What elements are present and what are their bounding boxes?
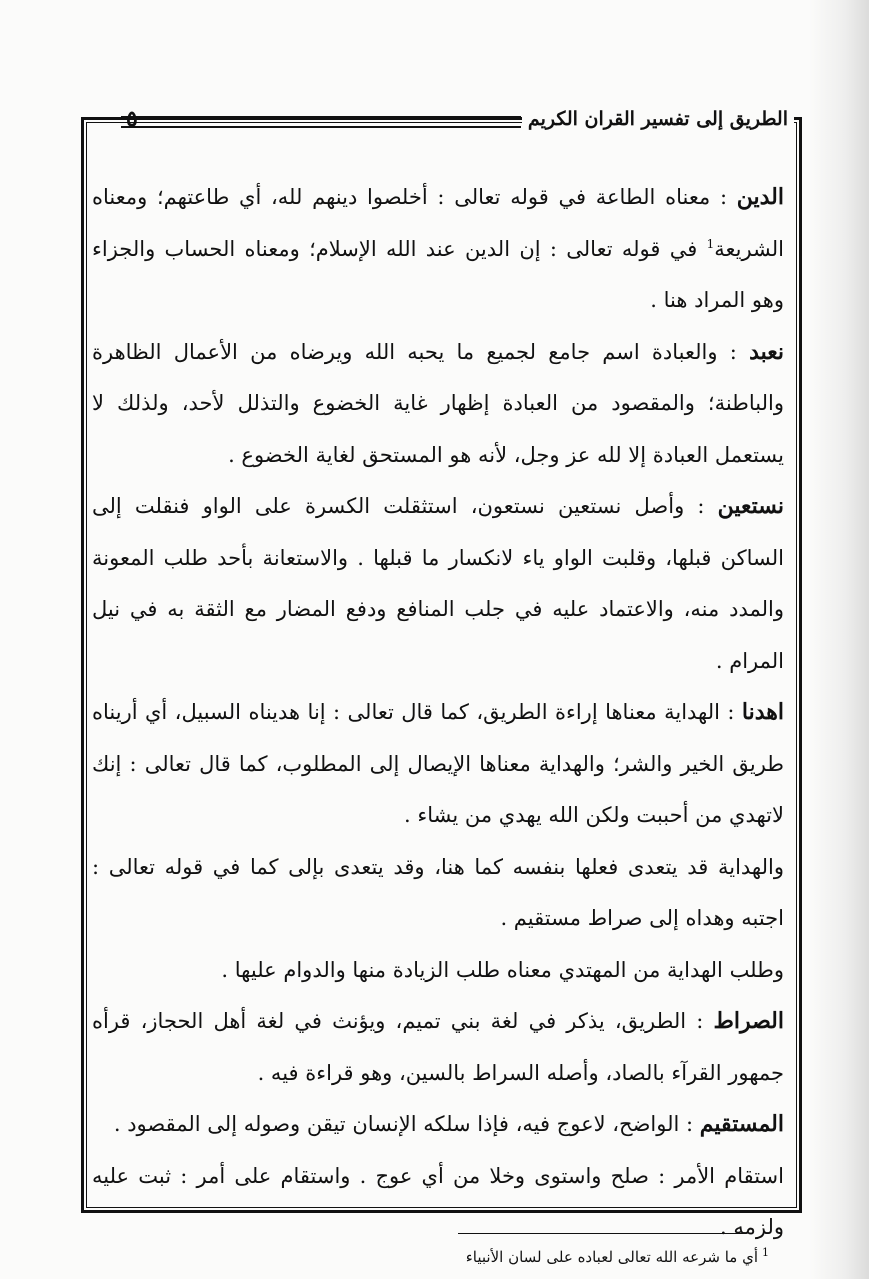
paragraph-text: : وأصل نستعين نستعون، استثقلت الكسرة على الواو فنقلت إلى الساكن قبلها، وقلبت الواو ياء لانكسار ما قبلها . والاستعانة بأحد طلب المعونة والمدد منه، والاعتماد عليه في جلب المنافع ودفع المضار مع الثقة به في نيل المرام .: [92, 494, 784, 673]
paragraph-hidaya-request: [92, 945, 784, 997]
paragraph-text: : معناه الطاعة في قوله تعالى : أخلصوا دينهم لله، أي طاعتهم؛ ومعناه الشريعة: [92, 185, 784, 261]
term-heading: الصراط: [713, 1008, 784, 1034]
page-number: ٥: [126, 106, 138, 132]
paragraph-naabud: [92, 327, 784, 482]
paragraph-text: : الطريق، يذكر في لغة بني تميم، ويؤنث في لغة أهل الحجاز، قرأه جمهور القرآء بالصاد، وأصله السراط بالسين، وهو قراءة فيه .: [92, 1009, 784, 1085]
term-heading: نعبد: [749, 338, 784, 365]
term-heading: الدين: [736, 184, 784, 210]
header-double-rule: [121, 116, 521, 128]
paragraph-mustaqeem: [92, 1099, 784, 1151]
term-heading: المستقيم: [699, 1111, 784, 1137]
page-body: [92, 172, 784, 1254]
paragraph-sirat: [92, 996, 784, 1099]
footnote-reference[interactable]: 1: [706, 236, 715, 251]
paragraph-text: وطلب الهداية من المهتدي معناه طلب الزيادة منها والدوام عليها .: [221, 957, 784, 982]
paragraph-text: استقام الأمر : صلح واستوى وخلا من أي عوج . واستقام على أمر : ثبت عليه ولزمه .: [92, 1163, 784, 1239]
paragraph-nastaeen: [92, 481, 784, 687]
running-header: [81, 100, 802, 136]
paragraph-text: : والعبادة اسم جامع لجميع ما يحبه الله ويرضاه من الأعمال الظاهرة والباطنة؛ والمقصود من العبادة إظهار غاية الخضوع والتذلل لأحد، ولذلك لا يستعمل العبادة إلا لله عز وجل، لأنه هو المستحق لغاية الخضوع .: [92, 339, 784, 467]
footnote-text: أي ما شرعه الله تعالى لعباده على لسان الأنبياء: [465, 1248, 758, 1266]
paragraph-hidaya-transitivity: [92, 842, 784, 945]
scan-edge-shadow: [809, 0, 869, 1279]
paragraph-istiqama: [92, 1151, 784, 1254]
paragraph-text-continued: في قوله تعالى : إن الدين عند الله الإسلام؛ ومعناه الحساب والجزاء وهو المراد هنا .: [92, 236, 784, 312]
paragraph-ihdina: [92, 687, 784, 842]
paragraph-text: : الهداية معناها إراءة الطريق، كما قال تعالى : إنا هدیناه السبيل، أي أريناه طريق الخير والشر؛ والهداية معناها الإيصال إلى المطلوب، كما قال تعالى : إنك لاتهدي من أحببت ولكن الله يهدي من يشاء .: [92, 700, 784, 827]
term-heading: اهدنا: [741, 699, 784, 725]
footnote-separator: [458, 1233, 744, 1234]
term-heading: نستعين: [717, 493, 784, 519]
paragraph-deen: [92, 172, 784, 327]
footnote-mark: 1: [762, 1246, 769, 1259]
paragraph-text: والهداية قد يتعدى فعلها بنفسه كما هنا، وقد يتعدى بإلى كما في قوله تعالى : اجتبه وهداه إلى صراط مستقيم .: [92, 854, 784, 930]
paragraph-text: : الواضح، لاعوج فيه، فإذا سلكه الإنسان تيقن وصوله إلى المقصود .: [113, 1112, 700, 1136]
footnote: [466, 1246, 769, 1266]
book-title: الطريق إلى تفسير القران الكريم: [522, 108, 794, 130]
